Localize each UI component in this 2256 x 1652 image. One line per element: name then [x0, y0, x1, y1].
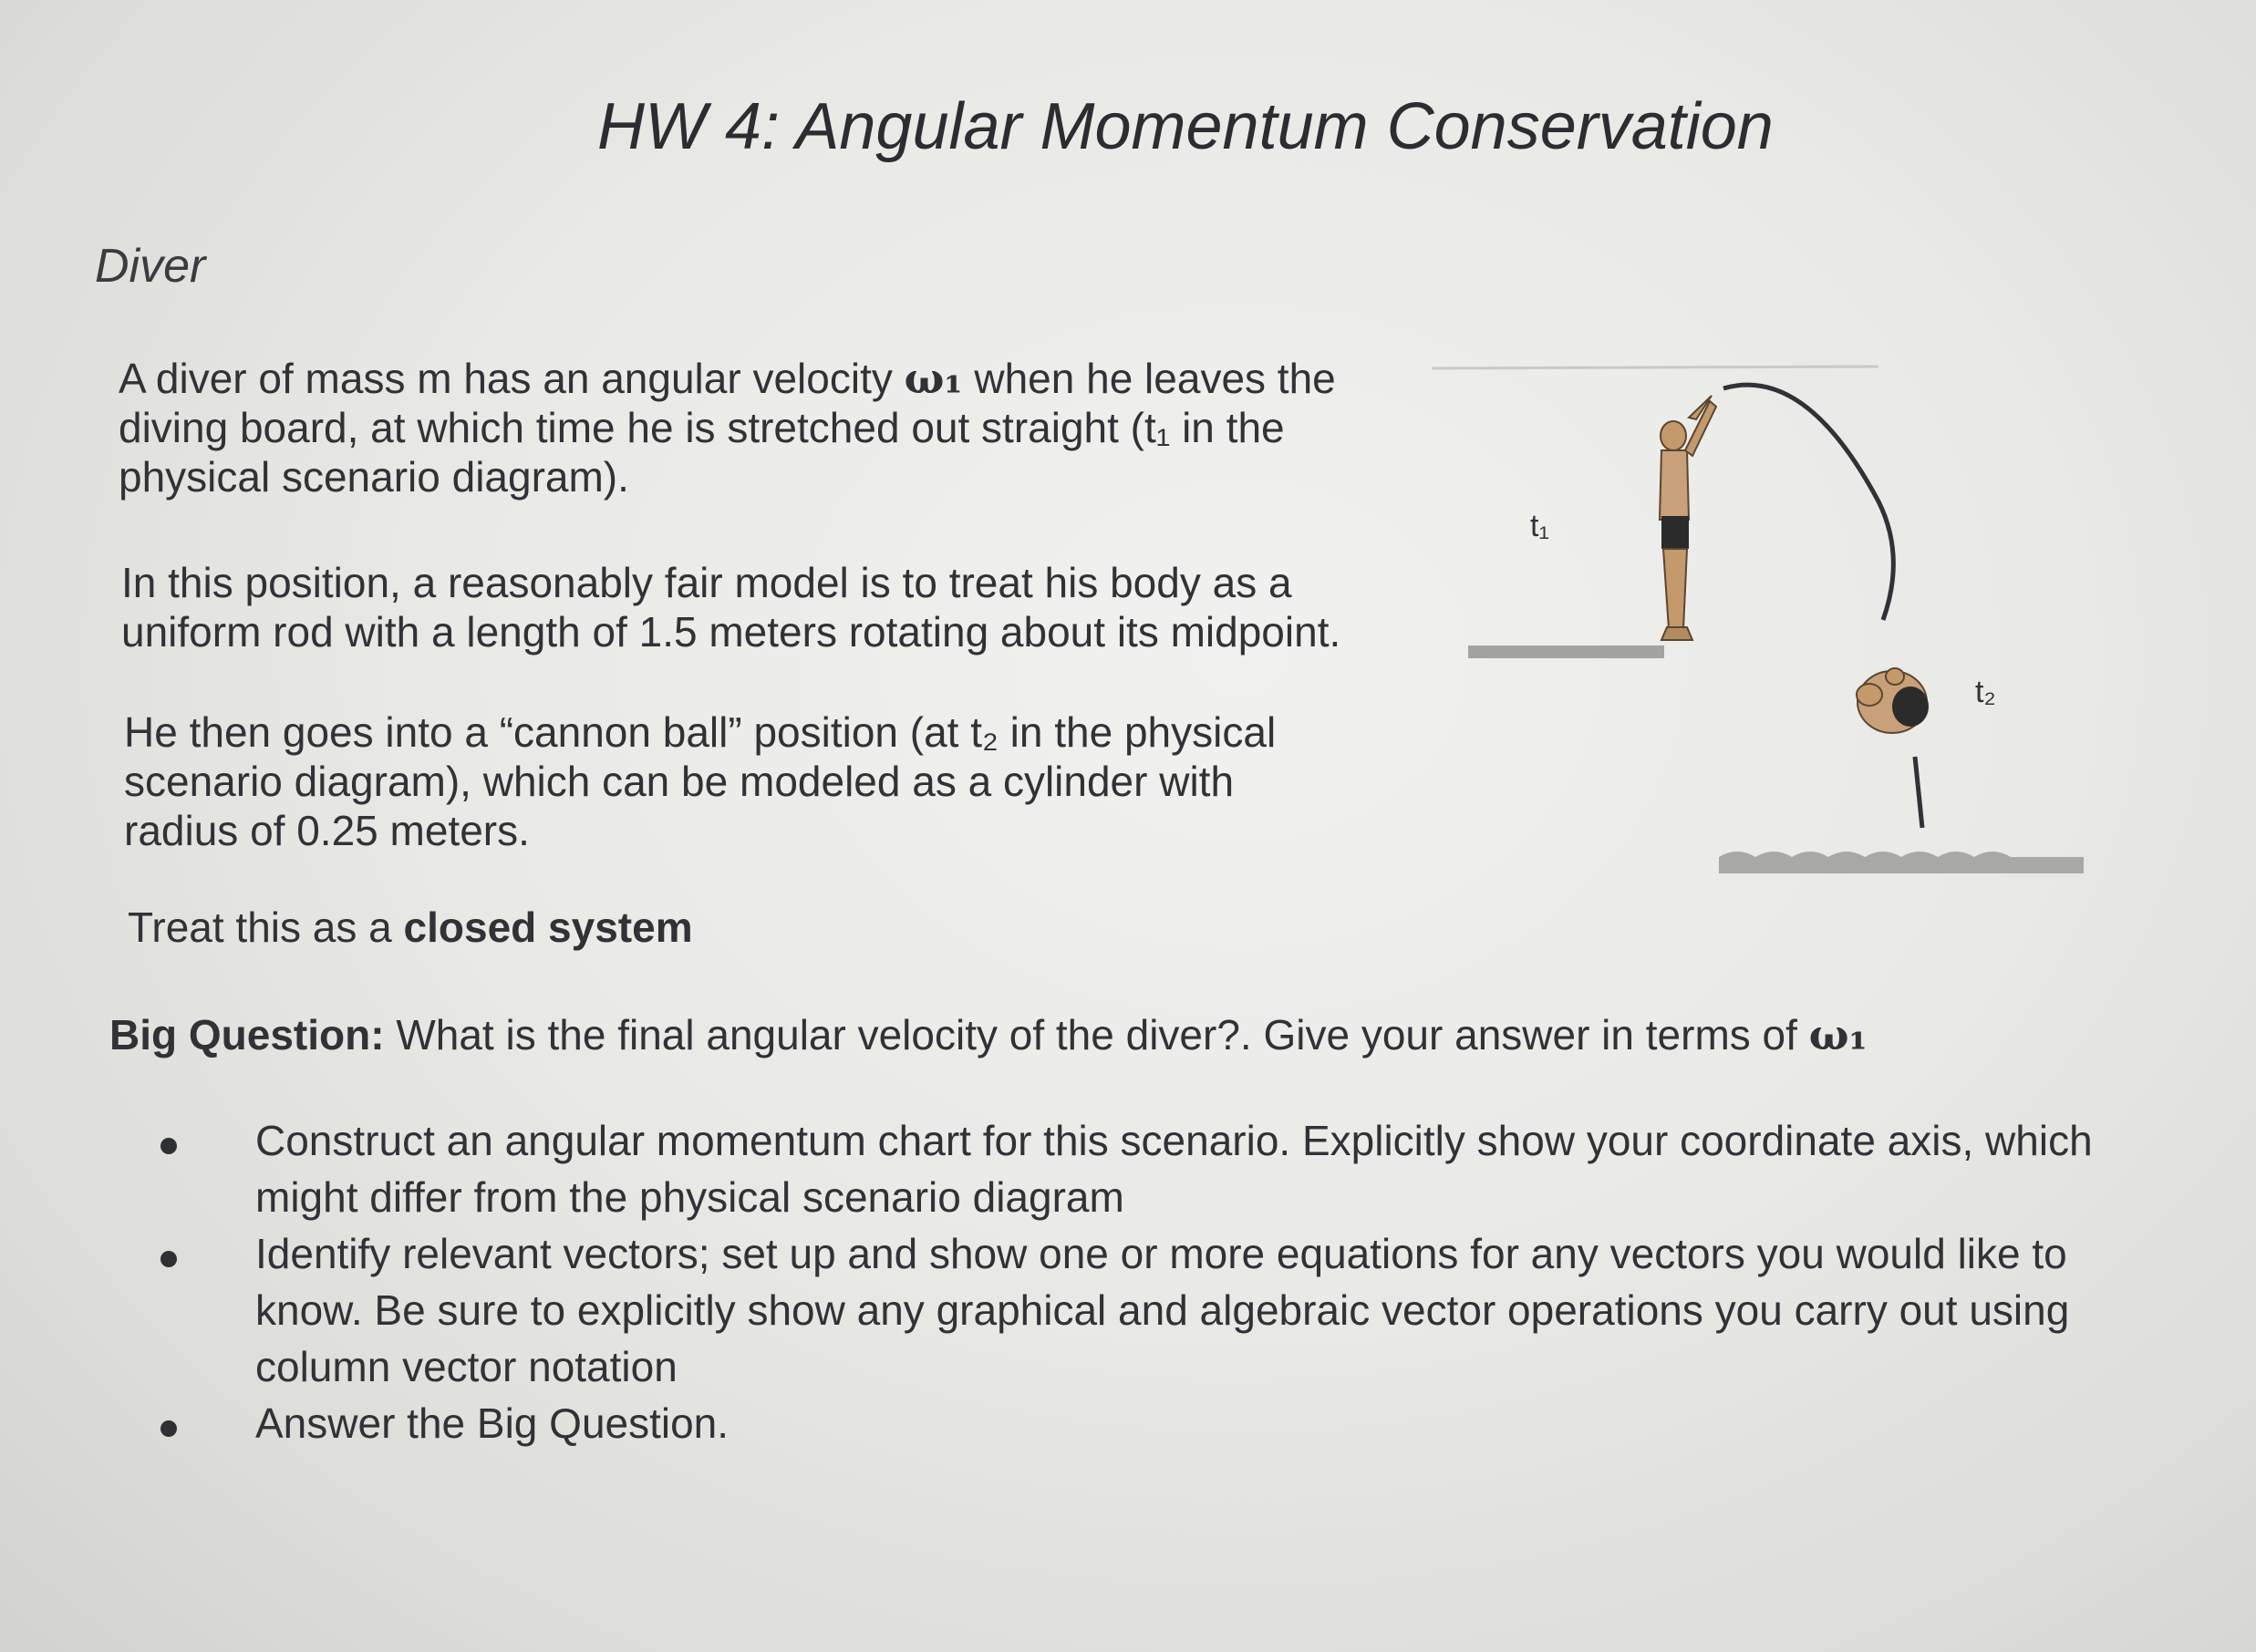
task-list [155, 1112, 2125, 1451]
big-question-label: Big Question: [109, 1011, 385, 1058]
paragraph-1-line-3: physical scenario diagram). [119, 453, 629, 501]
paragraph-1-line-1: A diver of mass m has an angular velocity ω₁ when he leaves the [119, 354, 1336, 403]
fall-line [1915, 757, 1922, 828]
label-t2: t₂ [1975, 675, 1996, 709]
bullet-icon [160, 1420, 177, 1437]
paragraph-3-line-3: radius of 0.25 meters. [124, 807, 530, 854]
paragraph-1-line-2: diving board, at which time he is stretched out straight (t₁ in the [119, 404, 1285, 451]
list-item: Construct an angular momentum chart for this scenario. Explicitly show your coordinate axis, which might differ from the physical scenario diagram [155, 1112, 2125, 1225]
diver-diagram [1423, 356, 2088, 893]
paragraph-2 [121, 558, 1340, 656]
paragraph-2-line-2: uniform rod with a length of 1.5 meters rotating about its midpoint. [121, 608, 1341, 656]
water-surface [1719, 852, 2084, 873]
big-question [109, 1010, 1868, 1059]
tucked-diver-figure [1857, 668, 1929, 733]
list-item: Identify relevant vectors; set up and show one or more equations for any vectors you would like to know. Be sure to explicitly show any graphical and algebraic vector operations you carry out using column vector notation [155, 1225, 2125, 1395]
section-heading: Diver [95, 240, 206, 293]
omega-symbol: ω₁ [904, 354, 963, 403]
trajectory-arc [1723, 385, 1893, 620]
paragraph-2-line-1: In this position, a reasonably fair model is to treat his body as a [121, 559, 1292, 606]
big-question-text: What is the final angular velocity of the diver?. Give your answer in terms of [384, 1011, 1809, 1058]
page-title: HW 4: Angular Momentum Conservation [597, 90, 1774, 163]
diagram-top-line [1432, 367, 1878, 368]
bullet-icon [160, 1251, 177, 1267]
paragraph-3-line-2: scenario diagram), which can be modeled as a cylinder with [124, 758, 1235, 805]
stretched-diver-figure [1660, 396, 1716, 640]
omega-symbol: ω₁ [1808, 1010, 1868, 1059]
closed-system-emphasis: closed system [403, 903, 693, 951]
list-item: Answer the Big Question. [155, 1395, 2125, 1451]
paragraph-4: Treat this as a closed system [128, 903, 693, 951]
paragraph-3-line-1: He then goes into a “cannon ball” position (at t₂ in the physical [124, 708, 1277, 756]
bullet-icon [160, 1138, 177, 1154]
diving-board [1468, 645, 1664, 658]
label-t1: t₁ [1530, 509, 1549, 543]
paragraph-1 [119, 354, 1336, 501]
paragraph-3 [124, 707, 1276, 855]
